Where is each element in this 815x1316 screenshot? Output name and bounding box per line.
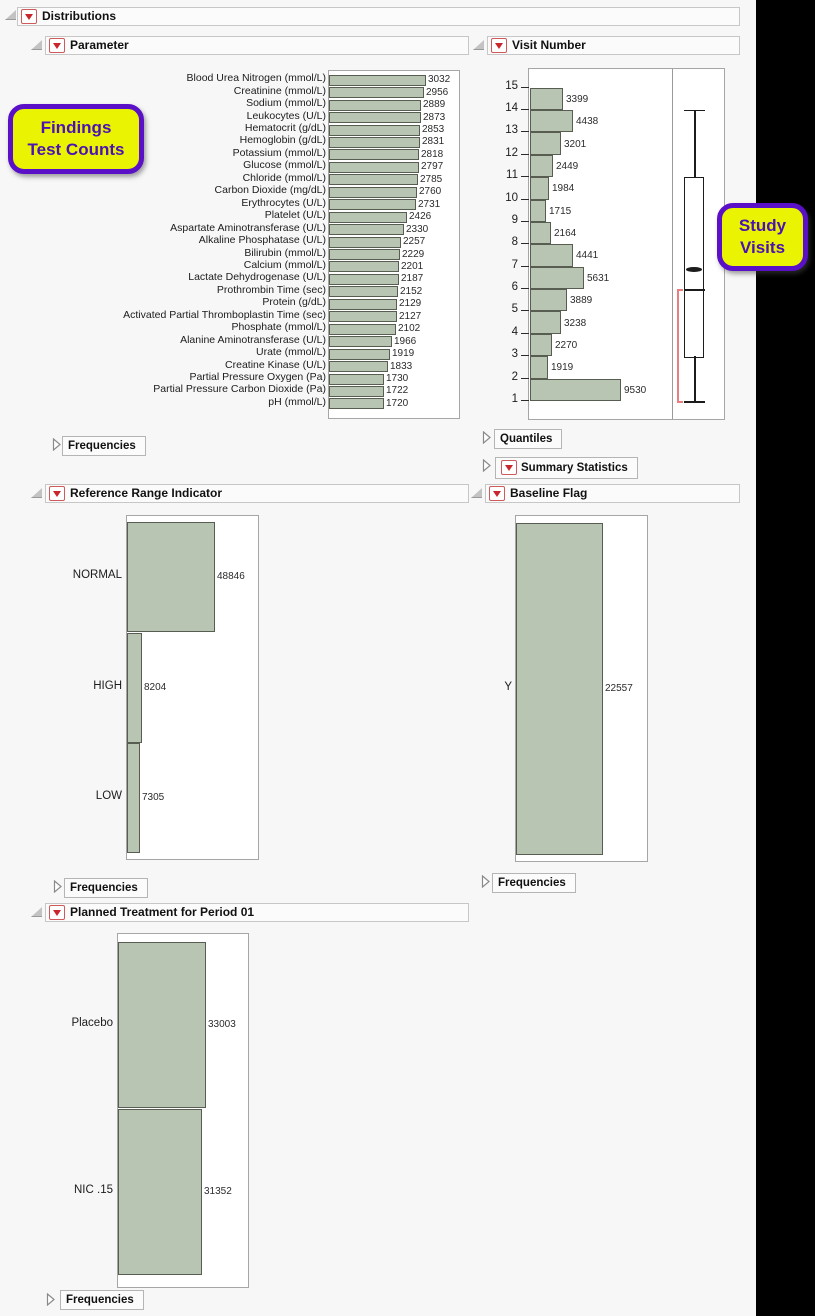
bar-value-label: 1919 [551,362,574,374]
axis-tick-mark [521,243,529,244]
axis-tick-label: 2 [511,370,518,383]
bar-value-label: 3399 [566,93,589,105]
bar[interactable] [329,286,398,297]
bar[interactable] [530,222,551,244]
frequencies-button[interactable]: Frequencies [492,873,576,893]
bar-value-label: 2330 [406,223,429,235]
bar[interactable] [530,267,584,289]
axis-tick-mark [521,221,529,222]
bar-value-label: 31352 [204,1185,232,1197]
bar-value-label: 2426 [409,211,432,223]
red-menu-icon[interactable] [491,38,507,53]
axis-tick-mark [521,400,529,401]
disclosure-closed-icon[interactable] [482,431,491,444]
bar-value-label: 4438 [576,116,599,128]
bar[interactable] [530,356,548,378]
visit-number-plot-area[interactable] [528,68,725,420]
red-triangle-icon [495,43,503,49]
treatment-title: Planned Treatment for Period 01 [70,905,255,919]
category-label: Lactate Dehydrogenase (U/L) [188,271,326,284]
axis-tick-mark [521,355,529,356]
category-label: Activated Partial Thromboplastin Time (sec) [123,308,326,321]
bar[interactable] [530,177,549,199]
bar[interactable] [329,224,404,235]
parameter-title: Parameter [70,38,129,52]
disclosure-open-icon[interactable] [31,40,42,50]
category-label: Partial Pressure Carbon Dioxide (Pa) [153,383,326,396]
axis-tick-label: 7 [511,258,518,271]
frequencies-button[interactable]: Frequencies [60,1290,144,1310]
boxplot-lower-whisker [694,356,696,401]
bar-value-label: 22557 [605,682,633,694]
bar[interactable] [329,174,418,185]
axis-tick-label: 5 [511,303,518,316]
bar-value-label: 1730 [386,373,409,385]
bar[interactable] [127,743,140,853]
bar-value-label: 2270 [555,340,578,352]
axis-tick-mark [521,109,529,110]
axis-tick-label: 12 [505,146,518,159]
bar[interactable] [329,336,392,347]
bar-value-label: 3238 [564,317,587,329]
bar-value-label: 2797 [421,161,444,173]
bar-value-label: 2731 [418,198,441,210]
boxplot-shortest-half-bracket-end [677,289,683,291]
category-label: Chloride (mmol/L) [242,171,326,184]
disclosure-closed-icon[interactable] [52,438,61,451]
axis-tick-mark [521,87,529,88]
bar-value-label: 3032 [428,74,451,86]
bar[interactable] [329,187,417,198]
frequencies-button[interactable]: Frequencies [62,436,146,456]
bar[interactable] [530,200,546,222]
bar-value-label: 7305 [142,792,165,803]
bar[interactable] [530,110,573,132]
category-labels [46,933,113,1286]
summary-statistics-button[interactable]: Summary Statistics [495,457,638,479]
study-visits-callout: Study Visits [717,203,808,271]
bar[interactable] [530,334,552,356]
reference_range-plot-area[interactable] [126,515,259,860]
bar[interactable] [329,137,420,148]
category-label: Sodium (mmol/L) [246,97,326,110]
bar-value-label: 5631 [587,272,610,284]
bar[interactable] [329,261,399,272]
category-label: Y [504,680,512,693]
baseline-flag-title: Baseline Flag [510,486,588,500]
axis-tick-label: 6 [511,281,518,294]
bar-value-label: 3201 [564,138,587,150]
axis-tick-mark [521,310,529,311]
category-label: Phosphate (mmol/L) [231,321,326,334]
category-label: Urate (mmol/L) [255,346,326,359]
bar-value-label: 2257 [403,236,426,248]
bar-value-label: 4441 [576,250,599,262]
bar[interactable] [329,87,424,98]
bar-value-label: 2889 [423,99,446,111]
category-label: Hemoglobin (g/dL) [239,134,326,147]
bar-value-label: 1833 [390,360,413,372]
bar[interactable] [329,112,421,123]
bar[interactable] [329,149,419,160]
category-label: Aspartate Aminotransferase (U/L) [170,221,326,234]
bar-value-label: 2229 [402,248,425,260]
axis-tick-label: 3 [511,348,518,361]
category-label: NIC .15 [74,1183,113,1196]
category-label: HIGH [93,679,122,692]
bar[interactable] [329,162,419,173]
parameter-header[interactable] [45,36,469,55]
axis-tick-label: 11 [506,169,518,182]
bar[interactable] [329,125,420,136]
category-label: pH (mmol/L) [268,395,326,408]
category-labels [52,515,122,858]
axis-tick-label: 15 [505,79,518,92]
bar[interactable] [530,379,621,401]
bar-value-label: 1715 [549,205,572,217]
treatment-header[interactable] [45,903,469,922]
bar-value-label: 2760 [419,186,442,198]
axis-tick-label: 13 [505,124,518,137]
boxplot-mean-marker [686,267,702,272]
category-label: LOW [95,790,122,802]
red-triangle-icon [25,14,33,20]
bar-value-label: 1984 [552,183,575,195]
axis-tick-label: 10 [505,191,518,204]
distributions-header[interactable] [17,7,740,26]
disclosure-closed-icon[interactable] [481,875,490,888]
bar[interactable] [329,100,421,111]
bar-value-label: 2164 [554,228,577,240]
bar[interactable] [329,237,401,248]
bar-value-label: 2102 [398,323,421,335]
red-menu-icon[interactable] [501,460,517,475]
red-triangle-icon [53,910,61,916]
bar-value-label: 2127 [399,310,422,322]
right-black-band [756,0,815,1316]
disclosure-open-icon[interactable] [473,40,484,50]
bar[interactable] [530,289,567,311]
category-label: Hematocrit (g/dL) [244,122,326,135]
bar[interactable] [118,1109,202,1275]
bar[interactable] [530,244,573,266]
category-label: Blood Urea Nitrogen (mmol/L) [186,72,326,85]
red-menu-icon[interactable] [21,9,37,24]
red-menu-icon[interactable] [489,486,505,501]
bar-value-label: 1722 [386,385,409,397]
category-label: Placebo [71,1016,113,1029]
axis-tick-label: 14 [505,101,518,114]
quantiles-button[interactable]: Quantiles [494,429,562,449]
category-label: Carbon Dioxide (mg/dL) [214,184,326,197]
bar[interactable] [530,88,563,110]
disclosure-closed-icon[interactable] [53,880,62,893]
bar-value-label: 2831 [422,136,445,148]
category-label: Bilirubin (mmol/L) [244,246,326,259]
bar-value-label: 2873 [423,111,446,123]
bar-value-label: 2785 [420,173,443,185]
axis-tick-mark [521,288,529,289]
bar-value-label: 33003 [208,1018,236,1030]
axis-tick-mark [521,266,529,267]
red-triangle-icon [53,491,61,497]
category-label: Calcium (mmol/L) [243,258,326,271]
red-triangle-icon [493,491,501,497]
reference-range-header[interactable] [45,484,469,503]
distributions-title: Distributions [42,9,116,23]
category-label: Erythrocytes (U/L) [241,196,326,209]
axis-tick-mark [521,131,529,132]
bar-value-label: 48846 [217,571,245,583]
bar-value-label: 2956 [426,86,449,98]
disclosure-open-icon[interactable] [471,488,482,498]
category-label: Potassium (mmol/L) [232,146,326,159]
bar-value-label: 1966 [394,335,417,347]
red-menu-icon[interactable] [49,905,65,920]
bar-value-label: 2853 [422,124,445,136]
bar[interactable] [329,311,397,322]
frequencies-button[interactable]: Frequencies [64,878,148,898]
bar-value-label: 2449 [556,160,579,172]
parameter-plot-area[interactable] [328,70,460,419]
disclosure-open-icon[interactable] [5,10,16,20]
bar[interactable] [329,212,407,223]
disclosure-closed-icon[interactable] [46,1293,55,1306]
category-label: NORMAL [72,569,122,582]
axis-tick-mark [521,378,529,379]
axis-tick-label: 4 [511,325,518,338]
bar[interactable] [530,155,553,177]
bar[interactable] [329,398,384,409]
treatment-plot-area[interactable] [117,933,249,1288]
findings-test-counts-callout: Findings Test Counts [8,104,144,174]
bar-value-label: 1919 [392,348,415,360]
red-triangle-icon [53,43,61,49]
category-label: Alkaline Phosphatase (U/L) [198,234,326,247]
boxplot-shortest-half-bracket-end [677,401,683,403]
bar-value-label: 8204 [144,681,167,693]
bar[interactable] [516,523,603,855]
boxplot-shortest-half-bracket [677,289,679,401]
bar-value-label: 2818 [421,148,444,160]
bar[interactable] [329,75,426,86]
bar[interactable] [329,324,396,335]
bar-value-label: 2152 [400,285,423,297]
axis-tick-mark [521,154,529,155]
bar-value-label: 3889 [570,295,593,307]
axis-tick-label: 8 [511,236,518,249]
category-label: Partial Pressure Oxygen (Pa) [189,371,326,384]
bar[interactable] [329,299,397,310]
red-triangle-icon [505,465,513,471]
bar[interactable] [127,633,142,743]
red-menu-icon[interactable] [49,38,65,53]
bar[interactable] [329,349,390,360]
category-label: Creatine Kinase (U/L) [225,358,326,371]
bar[interactable] [530,132,561,154]
bar[interactable] [329,249,400,260]
bar-value-label: 1720 [386,397,409,409]
boxplot-lower-whisker-cap [684,401,705,403]
axis-tick-mark [521,176,529,177]
bar[interactable] [118,942,206,1108]
disclosure-open-icon[interactable] [31,488,42,498]
category-labels [492,515,512,860]
disclosure-open-icon[interactable] [31,907,42,917]
bar[interactable] [329,386,384,397]
visit-number-header[interactable] [487,36,740,55]
disclosure-closed-icon[interactable] [482,459,491,472]
category-label: Glucose (mmol/L) [243,159,326,172]
axis-tick-mark [521,199,529,200]
bar[interactable] [329,374,384,385]
visit-number-title: Visit Number [512,38,586,52]
bar[interactable] [127,522,215,632]
bar[interactable] [329,199,416,210]
category-label: Leukocytes (U/L) [246,109,326,122]
category-label: Alanine Aminotransferase (U/L) [180,333,326,346]
bar-value-label: 2129 [399,298,422,310]
baseline_flag-plot-area[interactable] [515,515,648,862]
category-label: Prothrombin Time (sec) [216,283,326,296]
bar-value-label: 2201 [401,260,424,272]
category-label: Platelet (U/L) [264,209,326,222]
category-label: Protein (g/dL) [262,296,326,309]
bar[interactable] [329,361,388,372]
bar-value-label: 9530 [624,384,647,396]
reference-range-title: Reference Range Indicator [70,486,223,500]
boxplot-upper-whisker [694,110,696,177]
axis-tick-label: 1 [511,393,518,405]
baseline-flag-header[interactable] [485,484,740,503]
axis-tick-label: 9 [511,213,518,226]
axis-tick-mark [521,333,529,334]
red-menu-icon[interactable] [49,486,65,501]
bar-value-label: 2187 [401,273,424,285]
boxplot-median-line [684,289,705,291]
category-label: Creatinine (mmol/L) [233,84,326,97]
bar[interactable] [530,311,561,333]
bar[interactable] [329,274,399,285]
plot-divider-line [672,69,673,419]
